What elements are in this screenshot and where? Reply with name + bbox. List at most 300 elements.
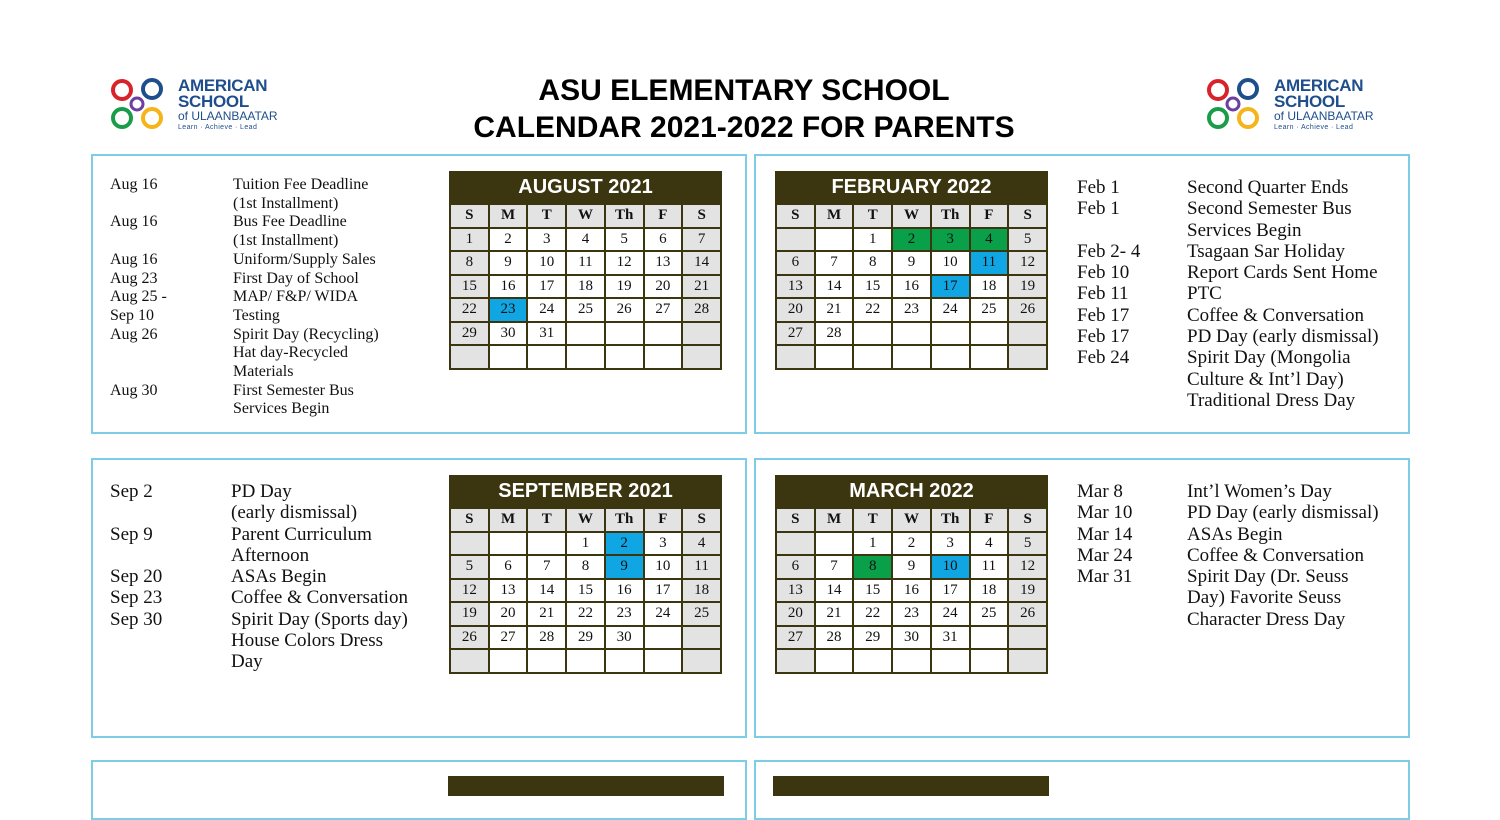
calendar-day: 15: [853, 275, 892, 299]
weekday-header: W: [566, 508, 605, 532]
calendar-day: 27: [776, 322, 815, 346]
calendar-day: 20: [776, 602, 815, 626]
event-text: Second Semester Bus: [1187, 198, 1352, 220]
calendar-day: 4: [970, 532, 1009, 556]
calendar-day: [970, 649, 1009, 673]
calendar-day: 27: [776, 626, 815, 650]
calendar-day: [566, 649, 605, 673]
calendar-day: [566, 322, 605, 346]
calendar-week: [776, 228, 1047, 252]
calendar-week: [776, 251, 1047, 275]
event-date: Aug 26: [110, 325, 158, 343]
calendar-day: 31: [931, 626, 970, 650]
event-row: [110, 651, 440, 672]
calendar-day: 19: [1008, 579, 1047, 603]
event-row: [110, 213, 440, 232]
calendar-day: 12: [1008, 251, 1047, 275]
calendar-month-title: SEPTEMBER 2021: [450, 475, 721, 508]
calendar-day: 1: [853, 228, 892, 252]
calendar-day: [815, 228, 854, 252]
calendar-day: 30: [489, 322, 528, 346]
event-date: Sep 30: [110, 608, 163, 630]
event-date: Sep 20: [110, 566, 163, 588]
event-row: [110, 566, 440, 587]
event-text: Bus Fee Deadline: [233, 213, 347, 231]
calendar-day: 16: [892, 579, 931, 603]
weekday-header: Th: [605, 204, 644, 228]
calendar-day: 25: [682, 602, 721, 626]
school-logo-right: [1204, 74, 1374, 134]
calendar-week: [450, 298, 721, 322]
event-text: Character Dress Day: [1187, 608, 1346, 630]
calendar-week: [776, 345, 1047, 369]
calendar-day: 20: [776, 298, 815, 322]
event-date: Mar 31: [1077, 566, 1133, 588]
calendar-week: [450, 275, 721, 299]
calendar-day: [853, 345, 892, 369]
calendar-day: 13: [776, 275, 815, 299]
event-text: Int’l Women’s Day: [1187, 481, 1332, 502]
calendar-day: [815, 345, 854, 369]
events-september: [110, 481, 440, 673]
school-logo-left: [108, 74, 278, 134]
school-emblem-icon: [108, 76, 168, 132]
calendar-day: [644, 626, 683, 650]
event-text: Testing: [233, 306, 280, 324]
calendar-day: 31: [527, 322, 566, 346]
calendar-day: 15: [566, 579, 605, 603]
event-row: [110, 288, 440, 307]
logo-line-2: SCHOOL: [1274, 92, 1345, 111]
event-text: Coffee & Conversation: [1187, 304, 1364, 326]
calendar-day: [815, 532, 854, 556]
event-row: [1077, 545, 1402, 566]
calendar-day: 24: [931, 602, 970, 626]
event-row: [110, 481, 440, 502]
calendar-week: [450, 626, 721, 650]
calendar-day: 11: [566, 251, 605, 275]
event-row: [110, 630, 440, 651]
calendar-week: [450, 345, 721, 369]
event-text: Hat day-Recycled: [233, 344, 349, 362]
event-text: Spirit Day (Recycling): [233, 325, 379, 343]
event-text: Report Cards Sent Home: [1187, 262, 1378, 284]
calendar-day: 23: [892, 298, 931, 322]
calendar-day: [815, 649, 854, 673]
calendar-day: 28: [527, 626, 566, 650]
event-text: Uniform/Supply Sales: [233, 250, 376, 268]
calendar-day: 26: [1008, 602, 1047, 626]
event-row: [1077, 524, 1402, 545]
weekday-header: M: [815, 508, 854, 532]
event-row: [110, 400, 440, 419]
calendar-day: 13: [776, 579, 815, 603]
calendar-day: [776, 228, 815, 252]
page-title: [400, 72, 1088, 146]
event-text: PTC: [1187, 283, 1222, 305]
event-row: [1077, 177, 1402, 198]
calendar-day: 3: [527, 228, 566, 252]
event-date: Aug 23: [110, 269, 158, 287]
event-date: Feb 1: [1077, 177, 1120, 198]
title-line-2: CALENDAR 2021-2022 FOR PARENTS: [473, 111, 1015, 144]
calendar-march-2022: [775, 475, 1048, 674]
calendar-day: [853, 322, 892, 346]
calendar-week: [450, 579, 721, 603]
logo-line-3: of ULAANBAATAR: [178, 109, 278, 123]
calendar-day: [892, 322, 931, 346]
calendar-day: [450, 532, 489, 556]
weekday-header: S: [1008, 508, 1047, 532]
calendar-day: 12: [1008, 555, 1047, 579]
event-date: [110, 363, 233, 382]
calendar-day: 23: [605, 602, 644, 626]
event-row: [1077, 326, 1402, 347]
calendar-day: 29: [853, 626, 892, 650]
event-date: Feb 24: [1077, 347, 1130, 369]
calendar-day: 9: [892, 251, 931, 275]
event-text: PD Day (early dismissal): [1187, 502, 1379, 524]
calendar-day: [605, 345, 644, 369]
calendar-week: [450, 532, 721, 556]
calendar-day: 12: [605, 251, 644, 275]
calendar-day: 7: [815, 251, 854, 275]
calendar-day: [527, 345, 566, 369]
calendar-day: 17: [931, 275, 970, 299]
calendar-day: 16: [892, 275, 931, 299]
calendar-day: [450, 345, 489, 369]
weekday-header: F: [644, 204, 683, 228]
calendar-day: 24: [527, 298, 566, 322]
calendar-day: 15: [853, 579, 892, 603]
event-text: Services Begin: [233, 400, 330, 418]
weekday-header: S: [1008, 204, 1047, 228]
event-date: Mar 24: [1077, 544, 1133, 566]
calendar-day: 10: [527, 251, 566, 275]
event-text: House Colors Dress: [231, 630, 383, 652]
event-text: ASAs Begin: [231, 566, 327, 588]
calendar-day: 1: [853, 532, 892, 556]
calendar-day: 3: [644, 532, 683, 556]
calendar-day: 25: [970, 602, 1009, 626]
calendar-day: [892, 649, 931, 673]
event-date: [1077, 587, 1187, 608]
event-text: Spirit Day (Mongolia: [1187, 347, 1351, 369]
weekday-header: S: [450, 204, 489, 228]
event-text: Spirit Day (Dr. Seuss: [1187, 566, 1349, 588]
calendar-day: [776, 532, 815, 556]
logo-line-1: AMERICAN: [178, 76, 268, 95]
calendar-week: [776, 322, 1047, 346]
calendar-month-title: AUGUST 2021: [450, 171, 721, 204]
event-row: [110, 270, 440, 289]
event-row: [1077, 587, 1402, 608]
events-february: [1077, 177, 1402, 411]
weekday-header: S: [776, 508, 815, 532]
event-date: Sep 10: [110, 306, 154, 324]
calendar-day: 19: [605, 275, 644, 299]
event-date: [110, 502, 231, 523]
calendar-day: 14: [815, 275, 854, 299]
calendar-day: 5: [605, 228, 644, 252]
calendar-day: 16: [605, 579, 644, 603]
calendar-week: [450, 228, 721, 252]
calendar-day: 21: [682, 275, 721, 299]
event-row: [1077, 566, 1402, 587]
event-date: Mar 14: [1077, 523, 1133, 545]
events-march: [1077, 481, 1402, 630]
calendar-day: [970, 626, 1009, 650]
calendar-day: 7: [815, 555, 854, 579]
event-text: PD Day (early dismissal): [1187, 326, 1379, 348]
event-row: [110, 232, 440, 251]
calendar-day: 26: [605, 298, 644, 322]
calendar-day: 28: [815, 626, 854, 650]
calendar-header-partial: [448, 776, 724, 796]
calendar-week: [450, 322, 721, 346]
event-date: [110, 630, 231, 651]
calendar-day: [970, 322, 1009, 346]
calendar-day: 9: [489, 251, 528, 275]
calendar-day: 8: [853, 251, 892, 275]
calendar-day: 17: [644, 579, 683, 603]
event-text: Spirit Day (Sports day): [231, 608, 408, 630]
calendar-day: 6: [644, 228, 683, 252]
calendar-week: [776, 649, 1047, 673]
calendar-day: [644, 649, 683, 673]
calendar-day: 18: [566, 275, 605, 299]
event-date: Aug 25 -: [110, 288, 167, 306]
calendar-day: 16: [489, 275, 528, 299]
calendar-day: 13: [644, 251, 683, 275]
calendar-day: 28: [682, 298, 721, 322]
calendar-day: 21: [815, 298, 854, 322]
calendar-day: 14: [527, 579, 566, 603]
calendar-day: [566, 345, 605, 369]
event-text: Coffee & Conversation: [231, 587, 408, 609]
event-text: Second Quarter Ends: [1187, 177, 1349, 198]
calendar-day: 1: [450, 228, 489, 252]
event-date: Feb 2- 4: [1077, 240, 1141, 262]
calendar-day: [450, 649, 489, 673]
event-row: [1077, 283, 1402, 304]
calendar-day: 17: [931, 579, 970, 603]
calendar-week: [776, 298, 1047, 322]
event-row: [110, 195, 440, 214]
calendar-day: 6: [489, 555, 528, 579]
event-date: Aug 16: [110, 250, 158, 268]
weekday-header: T: [853, 508, 892, 532]
event-date: Aug 16: [110, 176, 158, 193]
calendar-day: 2: [489, 228, 528, 252]
calendar-day: 4: [682, 532, 721, 556]
event-date: Feb 1: [1077, 198, 1120, 220]
event-row: [1077, 609, 1402, 630]
calendar-day: 18: [682, 579, 721, 603]
event-text: (1st Installment): [233, 194, 339, 212]
calendar-header-partial: [773, 776, 1049, 796]
calendar-day: 28: [815, 322, 854, 346]
event-date: [110, 232, 233, 251]
weekday-header: T: [527, 204, 566, 228]
event-row: [1077, 369, 1402, 390]
calendar-day: 27: [489, 626, 528, 650]
event-date: Feb 17: [1077, 326, 1130, 348]
calendar-day: 9: [605, 555, 644, 579]
event-row: [1077, 502, 1402, 523]
weekday-header: Th: [605, 508, 644, 532]
event-date: Sep 23: [110, 587, 163, 609]
event-row: [1077, 241, 1402, 262]
logo-line-1: AMERICAN: [1274, 76, 1364, 95]
calendar-week: [450, 649, 721, 673]
calendar-september-2021: [449, 475, 722, 674]
event-text: Coffee & Conversation: [1187, 544, 1364, 566]
calendar-day: 10: [931, 555, 970, 579]
calendar-day: 22: [566, 602, 605, 626]
calendar-day: 13: [489, 579, 528, 603]
calendar-day: [931, 322, 970, 346]
event-date: Mar 10: [1077, 502, 1133, 524]
calendar-day: 2: [892, 228, 931, 252]
calendar-february-2022: [775, 171, 1048, 370]
event-row: [1077, 198, 1402, 219]
event-text: Day: [231, 651, 263, 673]
calendar-day: 24: [644, 602, 683, 626]
calendar-day: 9: [892, 555, 931, 579]
event-date: [1077, 390, 1187, 411]
calendar-day: [489, 345, 528, 369]
event-row: [110, 251, 440, 270]
calendar-day: 20: [644, 275, 683, 299]
calendar-day: [682, 649, 721, 673]
logo-tagline: Learn · Achieve · Lead: [178, 124, 258, 131]
calendar-week: [776, 532, 1047, 556]
calendar-day: [527, 532, 566, 556]
event-text: Materials: [233, 363, 294, 381]
event-row: [110, 307, 440, 326]
calendar-day: 11: [682, 555, 721, 579]
event-row: [110, 344, 440, 363]
calendar-day: 14: [682, 251, 721, 275]
calendar-day: 2: [605, 532, 644, 556]
event-row: [110, 363, 440, 382]
calendar-day: 30: [605, 626, 644, 650]
calendar-august-2021: [449, 171, 722, 370]
weekday-header: W: [892, 508, 931, 532]
weekday-header: W: [566, 204, 605, 228]
weekday-header: M: [489, 204, 528, 228]
calendar-day: 27: [644, 298, 683, 322]
calendar-day: [527, 649, 566, 673]
event-date: [110, 545, 231, 566]
weekday-header: F: [970, 508, 1009, 532]
weekday-header: S: [682, 508, 721, 532]
calendar-day: [931, 345, 970, 369]
calendar-day: 7: [682, 228, 721, 252]
calendar-day: 29: [566, 626, 605, 650]
weekday-header: Th: [931, 508, 970, 532]
event-date: [1077, 220, 1187, 241]
event-row: [110, 524, 440, 545]
event-text: First Day of School: [233, 269, 359, 287]
calendar-week: [776, 626, 1047, 650]
event-text: Tuition Fee Deadline: [233, 176, 369, 193]
calendar-day: 4: [566, 228, 605, 252]
event-text: Day) Favorite Seuss: [1187, 587, 1342, 609]
event-date: Feb 17: [1077, 304, 1130, 326]
calendar-day: 8: [566, 555, 605, 579]
calendar-day: 8: [853, 555, 892, 579]
calendar-day: 4: [970, 228, 1009, 252]
event-text: ASAs Begin: [1187, 523, 1283, 545]
weekday-header: W: [892, 204, 931, 228]
weekday-header: M: [815, 204, 854, 228]
calendar-day: 19: [1008, 275, 1047, 299]
event-text: PD Day: [231, 481, 292, 502]
calendar-day: 8: [450, 251, 489, 275]
weekday-header: S: [682, 204, 721, 228]
event-date: [1077, 369, 1187, 390]
calendar-day: 5: [1008, 532, 1047, 556]
calendar-day: [1008, 649, 1047, 673]
event-text: Culture & Int’l Day): [1187, 368, 1344, 390]
event-date: Aug 16: [110, 213, 158, 231]
calendar-day: 23: [892, 602, 931, 626]
calendar-week: [776, 602, 1047, 626]
calendar-month-title: MARCH 2022: [776, 475, 1047, 508]
event-date: [1077, 609, 1187, 630]
event-row: [110, 502, 440, 523]
event-date: Sep 2: [110, 481, 153, 502]
calendar-week: [776, 579, 1047, 603]
calendar-day: 6: [776, 555, 815, 579]
calendar-day: 21: [527, 602, 566, 626]
calendar-day: 14: [815, 579, 854, 603]
calendar-day: 10: [931, 251, 970, 275]
weekday-header: T: [853, 204, 892, 228]
event-text: Parent Curriculum: [231, 523, 372, 545]
calendar-day: 5: [450, 555, 489, 579]
calendar-day: 15: [450, 275, 489, 299]
calendar-day: [605, 322, 644, 346]
calendar-day: [682, 322, 721, 346]
event-date: Feb 11: [1077, 283, 1129, 305]
event-row: [110, 326, 440, 345]
title-line-1: ASU ELEMENTARY SCHOOL: [538, 74, 950, 107]
calendar-day: 22: [853, 298, 892, 322]
calendar-day: 23: [489, 298, 528, 322]
logo-line-3: of ULAANBAATAR: [1274, 109, 1374, 123]
calendar-day: 29: [450, 322, 489, 346]
calendar-day: 10: [644, 555, 683, 579]
calendar-week: [776, 555, 1047, 579]
calendar-day: 3: [931, 228, 970, 252]
event-date: Feb 10: [1077, 262, 1130, 284]
calendar-day: 11: [970, 251, 1009, 275]
weekday-header: F: [644, 508, 683, 532]
calendar-day: 19: [450, 602, 489, 626]
calendar-day: [489, 649, 528, 673]
calendar-day: 12: [450, 579, 489, 603]
weekday-header: T: [527, 508, 566, 532]
event-row: [110, 587, 440, 608]
calendar-day: [1008, 345, 1047, 369]
event-date: Aug 30: [110, 381, 158, 399]
calendar-day: 2: [892, 532, 931, 556]
calendar-day: 26: [1008, 298, 1047, 322]
event-row: [110, 176, 440, 195]
